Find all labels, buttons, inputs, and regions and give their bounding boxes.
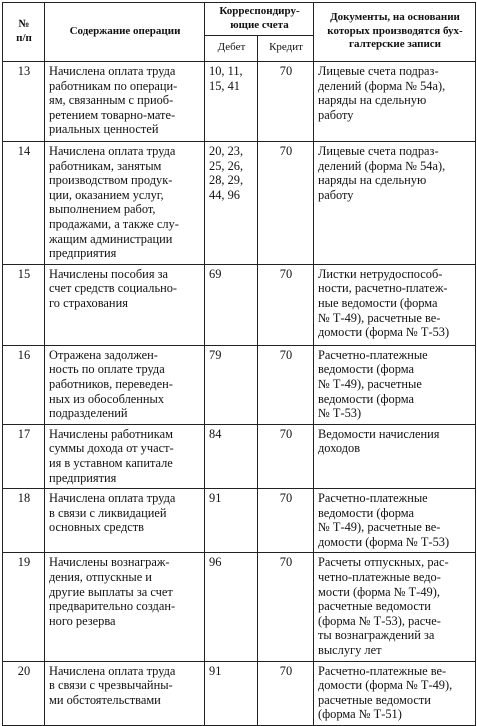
row-number: 15 bbox=[3, 264, 45, 345]
document-text: Лицевые счета подраз- делений (форма № 54а), наряды на сдельную работу bbox=[314, 142, 476, 265]
operation-text: Отражена задолжен- ность по оплате труда работников, переведен- ных из обособленных подразделений bbox=[45, 345, 205, 424]
operation-text: Начислена оплата труда работникам по операци- ям, связанным с приоб- ретением товарно-мате- риальных ценностей bbox=[45, 62, 205, 142]
credit-account: 70 bbox=[258, 424, 314, 488]
row-number: 14 bbox=[3, 142, 45, 265]
credit-account: 70 bbox=[258, 489, 314, 553]
debit-accounts: 91 bbox=[205, 661, 258, 725]
document-text: Расчетно-платежные ведомости (форма № Т-49), расчетные ве- домости (форма № Т-53) bbox=[314, 489, 476, 553]
operation-text: Начислена оплата труда в связи с ликвидацией основных средств bbox=[45, 489, 205, 553]
document-text: Расчетно-платежные ведомости (форма № Т-49), расчетные ведомости (форма № Т-53) bbox=[314, 345, 476, 424]
table-row bbox=[3, 142, 476, 265]
credit-account: 70 bbox=[258, 553, 314, 661]
table-row bbox=[3, 489, 476, 553]
operation-text: Начислена оплата труда работникам, занятым производством продук- ции, оказанием услуг, выполнением работ, продажами, а также слу- жащим администрации предприятия bbox=[45, 142, 205, 265]
row-number: 16 bbox=[3, 345, 45, 424]
document-text: Лицевые счета подраз- делений (форма № 54а), наряды на сдельную работу bbox=[314, 62, 476, 142]
header-accounts: Корреспондиру- ющие счета bbox=[205, 3, 314, 36]
row-number: 20 bbox=[3, 661, 45, 725]
row-number: 19 bbox=[3, 553, 45, 661]
operation-text: Начислены вознаграж- дения, отпускные и другие выплаты за счет предварительно создан- ного резерва bbox=[45, 553, 205, 661]
credit-account: 70 bbox=[258, 345, 314, 424]
debit-accounts: 69 bbox=[205, 264, 258, 345]
operation-text: Начислены пособия за счет средств социально- го страхования bbox=[45, 264, 205, 345]
credit-account: 70 bbox=[258, 264, 314, 345]
document-text: Расчеты отпускных, рас- четно-платежные ведо- мости (форма № Т-49), расчетные ведомости (форма № Т-53), расче- ты вознаграждений за выслугу лет bbox=[314, 553, 476, 661]
header-credit: Кредит bbox=[258, 36, 314, 62]
row-number: 18 bbox=[3, 489, 45, 553]
credit-account: 70 bbox=[258, 661, 314, 725]
accounting-entries-table bbox=[2, 2, 476, 726]
document-text: Листки нетрудоспособ- ности, расчетно-платеж- ные ведомости (форма № Т-49), расчетные ве- домости (форма № Т-53) bbox=[314, 264, 476, 345]
document-text: Расчетно-платежные ве- домости (форма № Т-49), расчетные ведомости (форма № Т-51) bbox=[314, 661, 476, 725]
credit-account: 70 bbox=[258, 62, 314, 142]
header-debit: Дебет bbox=[205, 36, 258, 62]
debit-accounts: 10, 11, 15, 41 bbox=[205, 62, 258, 142]
table-row bbox=[3, 424, 476, 488]
debit-accounts: 79 bbox=[205, 345, 258, 424]
header-documents: Документы, на основании которых производятся бух- галтерские записи bbox=[314, 3, 476, 62]
document-text: Ведомости начисления доходов bbox=[314, 424, 476, 488]
table-row bbox=[3, 62, 476, 142]
credit-account: 70 bbox=[258, 142, 314, 265]
debit-accounts: 96 bbox=[205, 553, 258, 661]
debit-accounts: 20, 23, 25, 26, 28, 29, 44, 96 bbox=[205, 142, 258, 265]
table-row bbox=[3, 264, 476, 345]
header-operation: Содержание операции bbox=[45, 3, 205, 62]
debit-accounts: 91 bbox=[205, 489, 258, 553]
row-number: 17 bbox=[3, 424, 45, 488]
table-row bbox=[3, 345, 476, 424]
table-row bbox=[3, 661, 476, 725]
row-number: 13 bbox=[3, 62, 45, 142]
table-header bbox=[3, 3, 476, 62]
debit-accounts: 84 bbox=[205, 424, 258, 488]
operation-text: Начислены работникам суммы дохода от участ- ия в уставном капитале предприятия bbox=[45, 424, 205, 488]
table-row bbox=[3, 553, 476, 661]
header-num: № п/п bbox=[3, 3, 45, 62]
operation-text: Начислена оплата труда в связи с чрезвычайны- ми обстоятельствами bbox=[45, 661, 205, 725]
